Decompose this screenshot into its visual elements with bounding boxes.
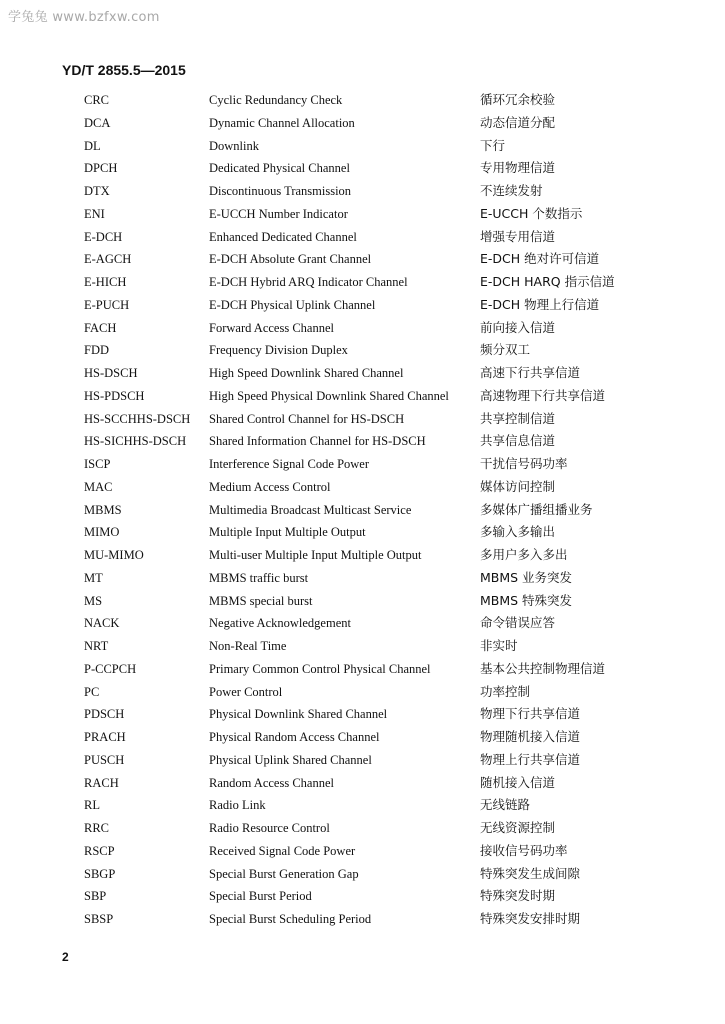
abbreviation-english: E-DCH Absolute Grant Channel: [209, 252, 372, 267]
abbreviation-chinese: 干扰信号码功率: [480, 456, 568, 471]
abbreviation-chinese: MBMS 业务突发: [480, 569, 573, 585]
abbreviation-row: [84, 317, 644, 340]
abbreviation-term: HS-DSCH: [84, 366, 138, 380]
abbreviation-row: [84, 271, 644, 294]
abbreviation-english: Downlink: [209, 138, 259, 153]
abbreviation-term: E-AGCH: [84, 252, 132, 267]
abbreviation-chinese: 循环冗余校验: [480, 92, 556, 107]
abbreviation-chinese: E-UCCH 个数指示: [480, 205, 583, 221]
abbreviation-english: Received Signal Code Power: [209, 843, 356, 858]
abbreviation-term: SBSP: [84, 912, 114, 926]
abbreviation-term: HS-SCCHHS-DSCH: [84, 411, 191, 426]
abbreviation-chinese: 接收信号码功率: [480, 842, 568, 858]
abbreviation-english: Shared Information Channel for HS-DSCH: [209, 434, 426, 449]
abbreviation-row: [84, 430, 644, 453]
abbreviation-row: [84, 294, 644, 317]
abbreviation-term: MS: [84, 593, 103, 608]
abbreviation-term: PC: [84, 684, 100, 699]
abbreviation-term: E-PUCH: [84, 297, 130, 312]
abbreviation-row: [84, 248, 644, 271]
abbreviation-chinese: 特殊突发安排时期: [480, 911, 581, 926]
abbreviation-chinese: 专用物理信道: [480, 160, 556, 176]
abbreviation-term: SBGP: [84, 866, 116, 881]
abbreviation-term: FDD: [84, 343, 110, 358]
abbreviation-term: E-DCH: [84, 229, 123, 244]
abbreviation-chinese: 高速物理下行共享信道: [480, 387, 606, 403]
abbreviation-row: [84, 794, 644, 817]
abbreviation-chinese: 共享控制信道: [480, 410, 556, 426]
abbreviation-row: [84, 135, 644, 158]
abbreviation-term: NACK: [84, 616, 120, 631]
abbreviation-row: [84, 817, 644, 840]
abbreviation-row: [84, 635, 644, 658]
abbreviation-chinese: 媒体访问控制: [480, 478, 556, 494]
abbreviation-row: [84, 89, 644, 112]
abbreviation-english: E-UCCH Number Indicator: [209, 206, 348, 221]
abbreviation-row: [84, 453, 644, 476]
abbreviation-row: [84, 840, 644, 863]
abbreviation-english: High Speed Physical Downlink Shared Channel: [209, 388, 449, 403]
abbreviation-term: CRC: [84, 93, 110, 107]
abbreviation-term: NRT: [84, 639, 109, 653]
abbreviation-chinese: E-DCH 绝对许可信道: [480, 251, 600, 267]
abbreviation-row: [84, 362, 644, 385]
abbreviation-term: MU-MIMO: [84, 548, 144, 562]
abbreviation-english: Discontinuous Transmission: [209, 184, 352, 198]
abbreviation-english: Multi-user Multiple Input Multiple Output: [209, 548, 422, 562]
abbreviation-english: MBMS traffic burst: [209, 570, 309, 585]
abbreviation-chinese: 不连续发射: [480, 183, 543, 198]
abbreviation-row: [84, 885, 644, 908]
abbreviation-english: Special Burst Scheduling Period: [209, 912, 372, 926]
abbreviation-english: Multimedia Broadcast Multicast Service: [209, 502, 412, 517]
abbreviation-chinese: 无线链路: [480, 797, 531, 813]
watermark-text: 学兔兔 www.bzfxw.com: [8, 10, 160, 25]
abbreviation-english: Multiple Input Multiple Output: [209, 525, 366, 540]
abbreviation-english: MBMS special burst: [209, 593, 313, 608]
abbreviation-chinese: E-DCH HARQ 指示信道: [480, 274, 615, 289]
abbreviation-term: DL: [84, 138, 101, 153]
abbreviation-term: MBMS: [84, 502, 122, 517]
abbreviation-row: [84, 226, 644, 249]
abbreviation-english: E-DCH Hybrid ARQ Indicator Channel: [209, 275, 408, 289]
abbreviation-chinese: 多用户多入多出: [480, 547, 568, 562]
abbreviation-term: PRACH: [84, 730, 126, 744]
abbreviation-row: [84, 726, 644, 749]
abbreviation-chinese: 基本公共控制物理信道: [480, 660, 606, 676]
abbreviation-row: [84, 658, 644, 681]
abbreviation-chinese: 物理随机接入信道: [480, 729, 581, 744]
abbreviation-chinese: 命令错误应答: [480, 615, 556, 631]
abbreviation-row: [84, 908, 644, 931]
abbreviation-english: Medium Access Control: [209, 479, 331, 494]
abbreviation-row: [84, 544, 644, 567]
abbreviation-row: [84, 499, 644, 522]
abbreviation-chinese: 频分双工: [480, 342, 531, 358]
abbreviation-term: PUSCH: [84, 752, 125, 767]
abbreviation-term: HS-SICHHS-DSCH: [84, 434, 187, 449]
abbreviation-row: [84, 863, 644, 886]
abbreviation-english: Interference Signal Code Power: [209, 457, 370, 471]
abbreviation-term: PDSCH: [84, 707, 125, 722]
abbreviation-row: [84, 521, 644, 544]
abbreviation-english: Radio Link: [209, 798, 266, 813]
abbreviation-row: [84, 203, 644, 226]
abbreviation-chinese: 高速下行共享信道: [480, 365, 581, 380]
abbreviation-english: High Speed Downlink Shared Channel: [209, 366, 404, 380]
abbreviation-row: [84, 567, 644, 590]
abbreviation-term: SBP: [84, 889, 107, 904]
abbreviation-row: [84, 157, 644, 180]
abbreviation-chinese: 无线资源控制: [480, 820, 556, 835]
abbreviation-term: RACH: [84, 775, 119, 790]
abbreviation-english: Radio Resource Control: [209, 821, 330, 835]
abbreviation-english: Special Burst Generation Gap: [209, 866, 359, 881]
abbreviation-chinese: 物理下行共享信道: [480, 706, 581, 722]
abbreviation-english: Special Burst Period: [209, 889, 312, 904]
abbreviation-chinese: 非实时: [480, 638, 518, 653]
abbreviation-chinese: 多输入多输出: [480, 524, 556, 540]
abbreviation-term: MT: [84, 570, 103, 585]
abbreviation-row: [84, 590, 644, 613]
abbreviation-term: HS-PDSCH: [84, 388, 145, 403]
abbreviation-term: ISCP: [84, 457, 111, 471]
abbreviation-english: Physical Downlink Shared Channel: [209, 707, 388, 722]
abbreviation-english: Frequency Division Duplex: [209, 343, 348, 358]
abbreviations-table: [84, 89, 644, 931]
abbreviation-term: E-HICH: [84, 275, 127, 289]
abbreviation-english: Power Control: [209, 684, 283, 699]
abbreviation-chinese: 共享信息信道: [480, 433, 556, 449]
abbreviation-row: [84, 476, 644, 499]
abbreviation-term: DTX: [84, 184, 110, 198]
abbreviation-row: [84, 612, 644, 635]
abbreviation-english: Physical Random Access Channel: [209, 730, 380, 744]
abbreviation-english: Forward Access Channel: [209, 320, 334, 335]
abbreviation-chinese: 随机接入信道: [480, 774, 556, 790]
abbreviation-term: RL: [84, 798, 100, 813]
abbreviation-term: DPCH: [84, 161, 118, 176]
abbreviation-chinese: 特殊突发生成间隙: [480, 865, 581, 881]
abbreviation-english: Negative Acknowledgement: [209, 616, 351, 631]
abbreviation-row: [84, 385, 644, 408]
abbreviation-chinese: 多媒体广播组播业务: [480, 501, 593, 517]
abbreviation-row: [84, 749, 644, 772]
abbreviation-english: Shared Control Channel for HS-DSCH: [209, 411, 405, 426]
abbreviation-term: P-CCPCH: [84, 661, 137, 676]
abbreviation-term: RRC: [84, 821, 110, 835]
abbreviation-chinese: E-DCH 物理上行信道: [480, 296, 600, 312]
abbreviation-chinese: 功率控制: [480, 683, 531, 699]
page-number: 2: [62, 950, 69, 964]
abbreviation-english: Random Access Channel: [209, 775, 334, 790]
abbreviation-chinese: 下行: [480, 137, 506, 153]
abbreviation-row: [84, 408, 644, 431]
abbreviation-english: Dedicated Physical Channel: [209, 161, 350, 176]
abbreviation-row: [84, 180, 644, 203]
abbreviation-english: Primary Common Control Physical Channel: [209, 661, 431, 676]
abbreviation-row: [84, 772, 644, 795]
abbreviation-row: [84, 703, 644, 726]
abbreviation-chinese: 物理上行共享信道: [480, 751, 581, 767]
abbreviation-english: Physical Uplink Shared Channel: [209, 752, 372, 767]
abbreviation-term: MIMO: [84, 525, 120, 540]
abbreviation-english: Dynamic Channel Allocation: [209, 115, 355, 130]
abbreviation-term: ENI: [84, 206, 105, 221]
abbreviation-term: RSCP: [84, 843, 115, 858]
abbreviation-english: Non-Real Time: [209, 639, 287, 653]
abbreviation-chinese: 增强专用信道: [480, 228, 556, 244]
abbreviation-english: Cyclic Redundancy Check: [209, 93, 343, 107]
abbreviation-row: [84, 339, 644, 362]
abbreviation-english: E-DCH Physical Uplink Channel: [209, 297, 376, 312]
abbreviation-row: [84, 112, 644, 135]
abbreviation-chinese: 特殊突发时期: [480, 888, 556, 904]
abbreviation-term: FACH: [84, 320, 117, 335]
abbreviation-term: MAC: [84, 479, 113, 494]
abbreviation-english: Enhanced Dedicated Channel: [209, 229, 357, 244]
abbreviation-row: [84, 681, 644, 704]
abbreviation-chinese: MBMS 特殊突发: [480, 592, 573, 608]
abbreviation-chinese: 前向接入信道: [480, 319, 556, 335]
standard-number-header: YD/T 2855.5—2015: [62, 62, 186, 78]
abbreviation-term: DCA: [84, 115, 111, 130]
abbreviation-chinese: 动态信道分配: [480, 114, 556, 130]
